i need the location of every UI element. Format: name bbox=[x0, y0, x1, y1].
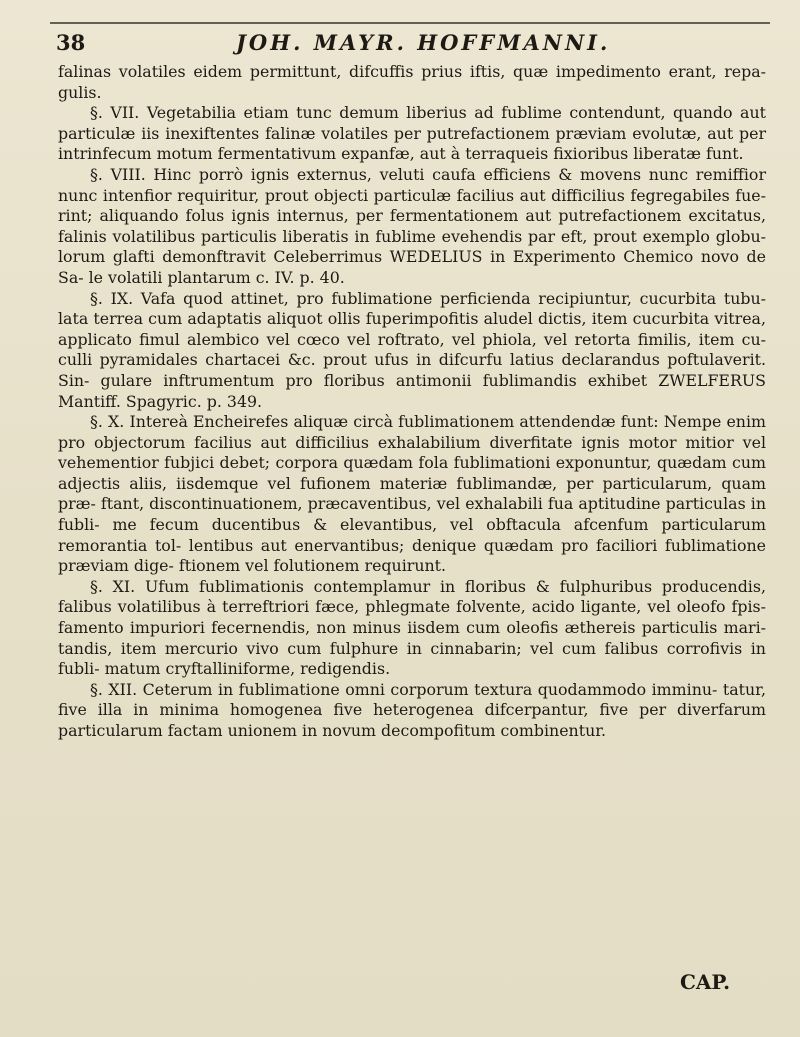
paragraph-continuation: falinas volatiles eidem permittunt, difcuffis prius iftis, quæ impedimento erant, repa- gulis. bbox=[58, 62, 766, 102]
running-head: JOH. MAYR. HOFFMANNI. bbox=[236, 30, 611, 55]
page-number: 38 bbox=[56, 30, 86, 55]
header-rule bbox=[50, 22, 770, 24]
paragraph-section-7: §. VII. Vegetabilia etiam tunc demum liberius ad fublime contendunt, quando aut particulæ iis inexiftentes falinæ volatiles per putrefactionem præviam evolutæ, aut per intrinfecum motum fermentativum expanfæ, aut à terraqueis fixioribus liberatæ funt. bbox=[58, 103, 766, 164]
body-text bbox=[58, 62, 766, 742]
page-header bbox=[56, 30, 776, 62]
catchword: CAP. bbox=[680, 970, 731, 994]
paragraph-section-10: §. X. Intereà Encheirefes aliquæ circà fublimationem attendendæ funt: Nempe enim pro objectorum facilius aut difficilius exhalabilium diverfitate ignis motor mitior vel vehementior fubjici debet; corpora quædam fola fublimationi exponuntur, quædam cum adjectis aliis, iisdemque vel fufionem materiæ fublimandæ, per particularum, quam præ- ftant, discontinuationem, præcaventibus, vel exhalabili fua aptitudine particulas in fubli- me fecum ducentibus & elevantibus, vel obftacula afcenfum particularum remorantia tol- lentibus aut enervantibus; denique quædam pro faciliori fublimatione præviam dige- ftionem vel folutionem requirunt. bbox=[58, 412, 766, 576]
paragraph-section-8: §. VIII. Hinc porrò ignis externus, veluti caufa efficiens & movens nunc remiffior nunc intenfior requiritur, prout objecti particulæ facilius aut difficilius fegregabiles fue- rint; aliquando folus ignis internus, per fermentationem aut putrefactionem excitatus, falinis volatilibus particulis liberatis in fublime evehendis par eft, prout exemplo globu- lorum glafti demonftravit Celeberrimus WEDELIUS in Experimento Chemico novo de Sa- le volatili plantarum c. IV. p. 40. bbox=[58, 164, 766, 287]
paragraph-section-12: §. XII. Ceterum in fublimatione omni corporum textura quodammodo imminu- tatur, five illa in minima homogenea five heterogenea difcerpantur, five per diverfarum particularum factam unionem in novum decompofitum combinentur. bbox=[58, 679, 766, 740]
paragraph-section-11: §. XI. Ufum fublimationis contemplamur in floribus & fulphuribus producendis, falibus volatilibus à terreftriori fæce, phlegmate folvente, acido ligante, vel oleofo fpis- famento impuriori fecernendis, non minus iisdem cum oleofis æthereis particulis mari- tandis, item mercurio vivo cum fulphure in cinnabarin; vel cum falibus corrofivis in fubli- matum cryftalliniforme, redigendis. bbox=[58, 576, 766, 679]
paragraph-section-9: §. IX. Vafa quod attinet, pro fublimatione perficienda recipiuntur, cucurbita tubu- lata terrea cum adaptatis aliquot ollis fuperimpofitis aludel dictis, item cucurbita vitrea, applicato fimul alembico vel cœco vel roftrato, vel phiola, vel retorta fimilis, item cu- culli pyramidales chartacei &c. prout ufus in difcurfu latius declarandus poftulaverit. Sin- gulare inftrumentum pro floribus antimonii fublimandis exhibet ZWELFERUS Mantiff. Spagyric. p. 349. bbox=[58, 288, 766, 411]
